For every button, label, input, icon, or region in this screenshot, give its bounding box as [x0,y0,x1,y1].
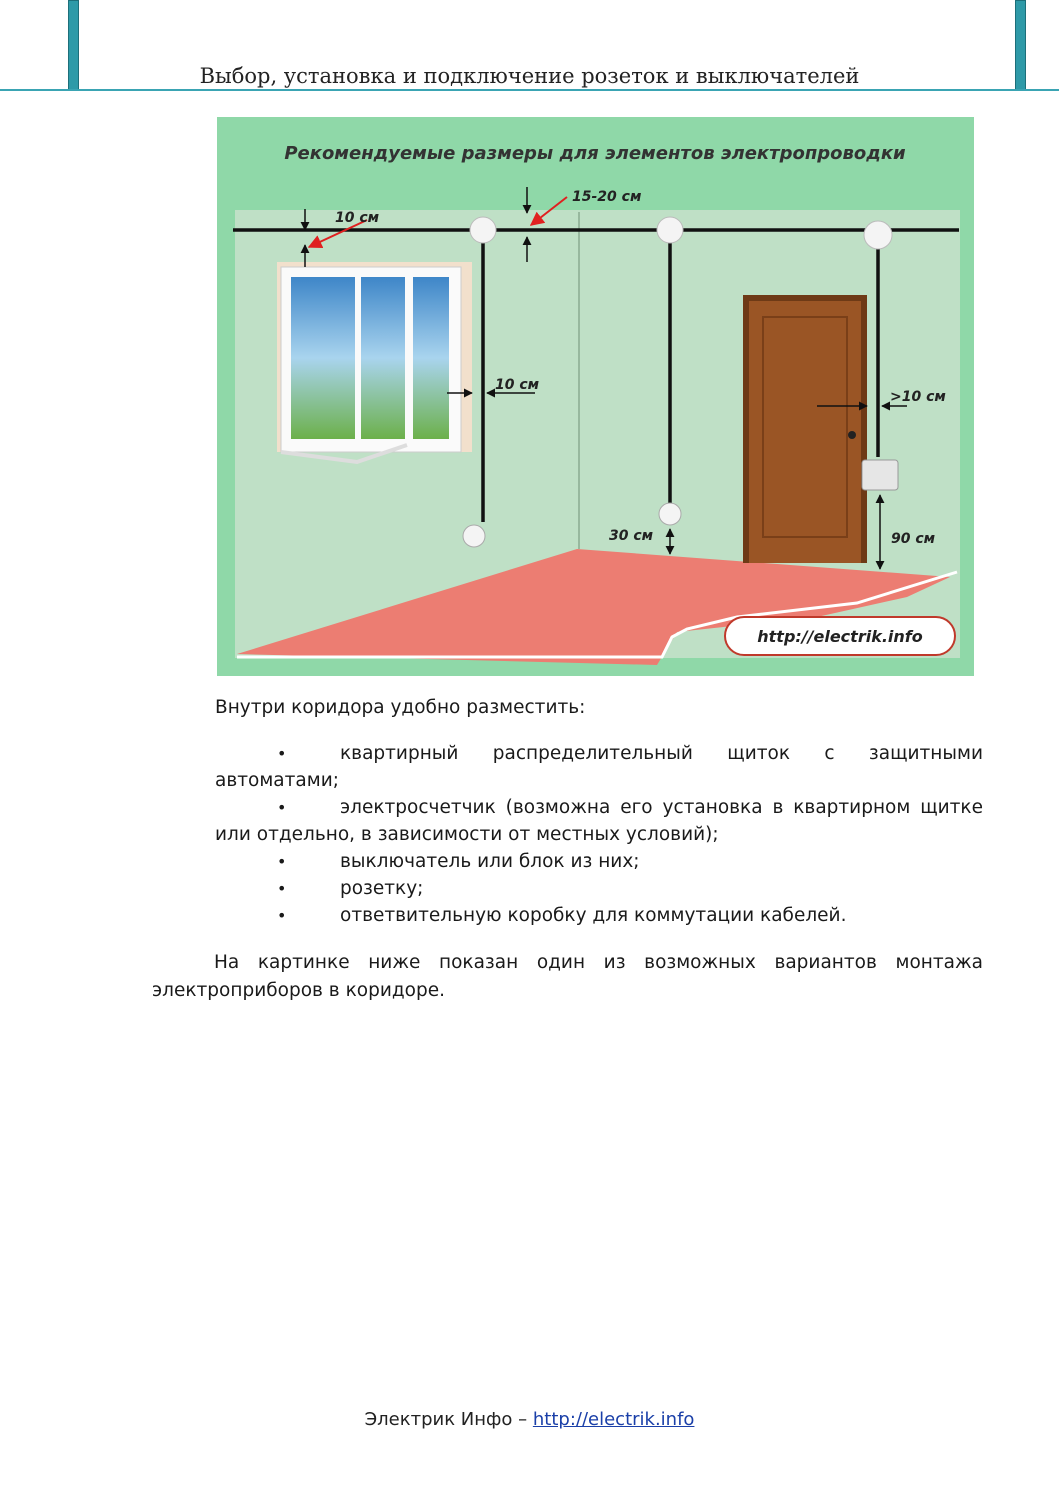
socket-1 [463,525,485,547]
list-item [215,848,983,875]
header-rule [0,89,1059,91]
label-socket-height: 30 см [609,528,654,544]
junction-box-3 [864,221,892,249]
bullet: • [277,906,287,925]
bottom-paragraph: На картинке ниже показан один из возможных вариантов монтажа электроприборов в коридоре. [152,952,983,1001]
figure-title: Рекомендуемые размеры для элементов электропроводки [284,143,906,164]
page-footer [0,1409,1059,1430]
footer-text: Электрик Инфо – [364,1409,533,1430]
bullet: • [277,744,287,763]
list-item [215,875,983,902]
list-item [215,902,983,929]
window [277,262,472,462]
socket-2 [659,503,681,525]
bullet: • [277,798,287,817]
equipment-list [215,740,983,929]
bullet: • [277,879,287,898]
label-switch-height: 90 см [891,531,936,547]
list-item-text: розетку; [340,878,424,899]
label-ceiling-offset: 10 см [335,210,380,226]
label-window-side: 10 см [495,377,540,393]
junction-box-1 [470,217,496,243]
page-header-title: Выбор, установка и подключение розеток и выключателей [199,64,860,88]
light-switch [862,460,898,490]
label-door-side: >10 см [890,389,946,405]
list-item [215,794,983,848]
door [743,295,867,563]
junction-box-2 [657,217,683,243]
intro-paragraph: Внутри коридора удобно разместить: [215,697,586,718]
list-item-text: квартирный распределительный щиток с защитными автоматами; [215,743,983,791]
bullet: • [277,852,287,871]
wiring-dimensions-figure [217,117,974,676]
list-item-text: выключатель или блок из них; [340,851,640,872]
label-corner-offset: 15-20 см [572,189,642,205]
watermark-text: http://electrik.info [757,627,923,646]
footer-link[interactable]: http://electrik.info [532,1409,695,1430]
list-item-text: электросчетчик (возможна его установка в квартирном щитке или отдельно, в зависимости от местных условий); [215,797,983,845]
list-item [215,740,983,794]
list-item-text: ответвительную коробку для коммутации кабелей. [340,905,847,926]
